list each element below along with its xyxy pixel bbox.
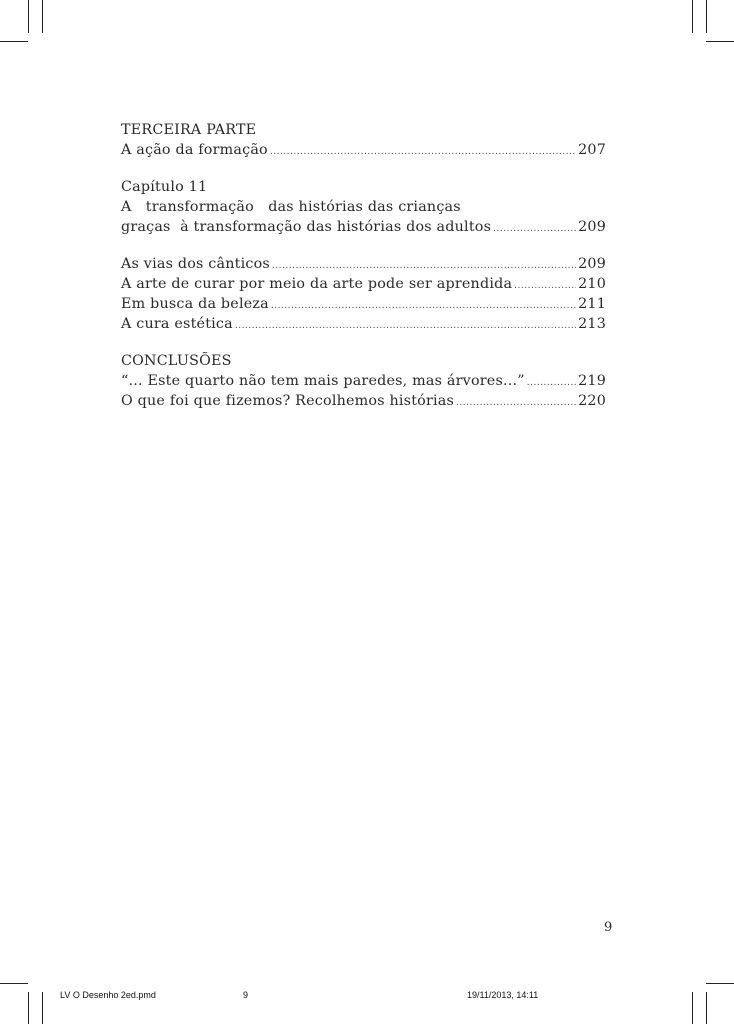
toc-entry-title: A cura estética [121,316,233,332]
toc-entry-title: “... Este quarto não tem mais paredes, mas árvores...” [121,373,525,389]
dot-leader [270,142,576,162]
toc-entry-title: A arte de curar por meio da arte pode ser aprendida [121,276,513,292]
toc-entry-title: O que foi que fizemos? Recolhemos histórias [121,393,455,409]
toc-entry-page: 209 [578,219,606,235]
slug-filename: LV O Desenho 2ed.pmd [60,990,156,1000]
toc-entry [121,391,606,411]
chapter-label: Capítulo 11 [121,179,208,195]
crop-mark [706,983,734,984]
crop-mark [706,41,734,42]
toc-entry-page: 213 [578,316,606,332]
dot-leader [235,316,576,336]
toc-entry [121,254,606,274]
page-number: 9 [604,920,613,935]
toc-entry [121,274,606,294]
toc-entry-page: 220 [578,393,606,409]
crop-mark [706,992,707,1024]
toc-entry [121,217,606,237]
toc-entry-page: 211 [578,296,606,312]
toc-entry-title: As vias dos cânticos [121,256,270,272]
dot-leader [456,393,576,413]
crop-mark [0,983,28,984]
chapter-title-line: A transformação das histórias das crianças [121,199,461,215]
toc-entry [121,140,606,160]
toc-entry-title: A ação da formação [121,142,268,158]
table-of-contents [121,120,606,411]
toc-entry-title: Em busca da beleza [121,296,269,312]
dot-leader [271,296,576,316]
crop-mark [0,41,28,42]
slug-page: 9 [243,990,249,1000]
crop-mark [692,992,693,1024]
toc-entry-page: 209 [578,256,606,272]
slug-timestamp: 19/11/2013, 14:11 [467,990,539,1000]
dot-leader [272,256,576,276]
crop-mark [42,992,43,1024]
conclusions-title: CONCLUSÕES [121,353,232,369]
toc-entry [121,314,606,334]
toc-entry [121,294,606,314]
crop-mark [706,0,707,33]
toc-entry-title: graças à transformação das histórias dos adultos [121,219,492,235]
part-title: TERCEIRA PARTE [121,122,257,138]
crop-mark [28,992,29,1024]
dot-leader [493,219,576,239]
crop-mark [692,0,693,33]
dot-leader [527,373,576,393]
toc-entry-page: 219 [578,373,606,389]
toc-entry-page: 210 [578,276,606,292]
toc-entry [121,371,606,391]
dot-leader [514,276,576,296]
toc-entry-page: 207 [578,142,606,158]
crop-mark [28,0,29,33]
crop-mark [42,0,43,33]
